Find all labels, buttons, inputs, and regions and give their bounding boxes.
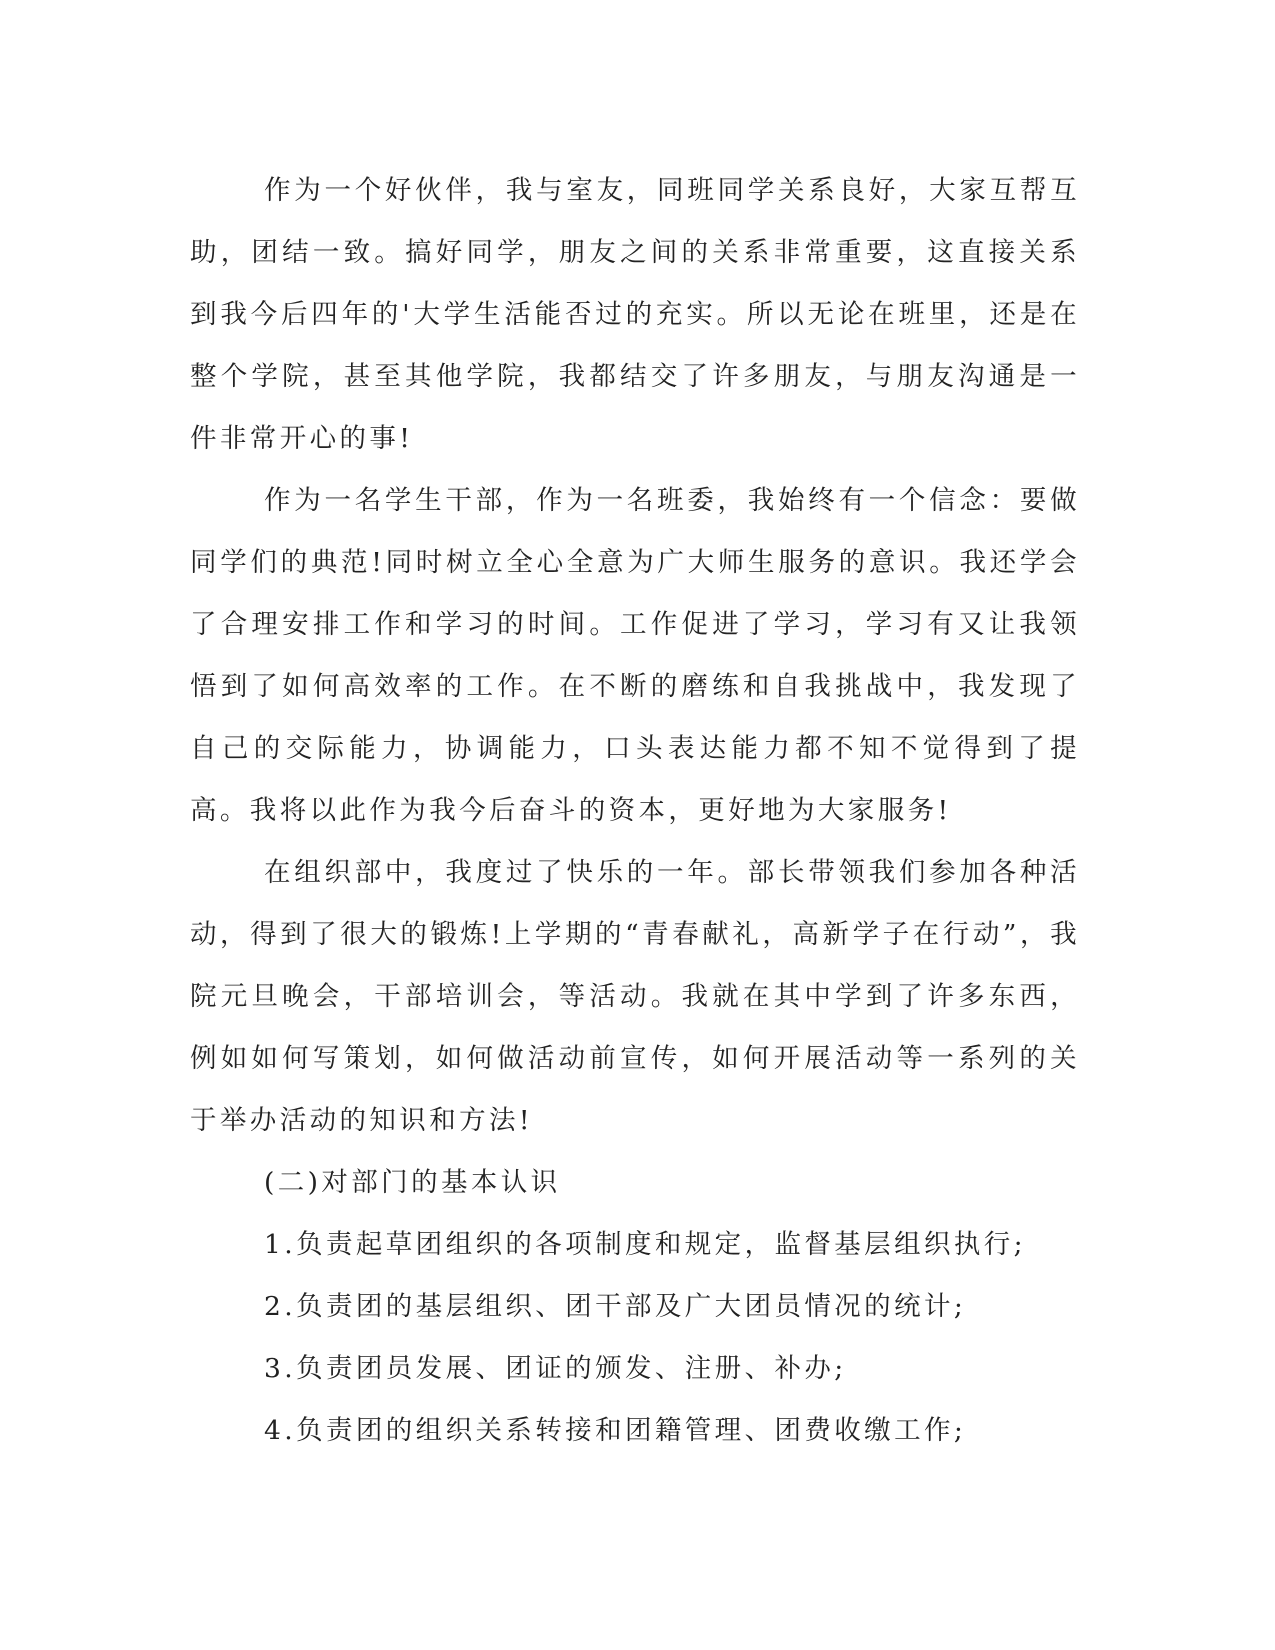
section-heading: (二)对部门的基本认识 xyxy=(264,1167,561,1198)
list-item: 3.负责团员发展、团证的颁发、注册、补办; xyxy=(264,1353,847,1384)
paragraph-friendship: 作为一个好伙伴，我与室友，同班同学关系良好，大家互帮互助，团结一致。搞好同学，朋友之间的关系非常重要，这直接关系到我今后四年的'大学生活能否过的充实。所以无论在班里，还是在整个学院，甚至其他学院，我都结交了许多朋友，与朋友沟通是一件非常开心的事! xyxy=(190,175,1080,454)
paragraph-organization-department: 在组织部中，我度过了快乐的一年。部长带领我们参加各种活动，得到了很大的锻炼!上学期的“青春献礼，高新学子在行动”，我院元旦晚会，干部培训会，等活动。我就在其中学到了许多东西，例如如何写策划，如何做活动前宣传，如何开展活动等一系列的关于举办活动的知识和方法! xyxy=(190,857,1080,1136)
list-item: 1.负责起草团组织的各项制度和规定，监督基层组织执行; xyxy=(264,1229,1027,1260)
list-item: 4.负责团的组织关系转接和团籍管理、团费收缴工作; xyxy=(264,1415,967,1446)
paragraph-student-cadre: 作为一名学生干部，作为一名班委，我始终有一个信念：要做同学们的典范!同时树立全心全意为广大师生服务的意识。我还学会了合理安排工作和学习的时间。工作促进了学习，学习有又让我领悟到了如何高效率的工作。在不断的磨练和自我挑战中，我发现了自己的交际能力，协调能力，口头表达能力都不知不觉得到了提高。我将以此作为我今后奋斗的资本，更好地为大家服务! xyxy=(190,485,1080,826)
list-item: 2.负责团的基层组织、团干部及广大团员情况的统计; xyxy=(264,1291,967,1322)
document-body xyxy=(190,160,1080,1462)
